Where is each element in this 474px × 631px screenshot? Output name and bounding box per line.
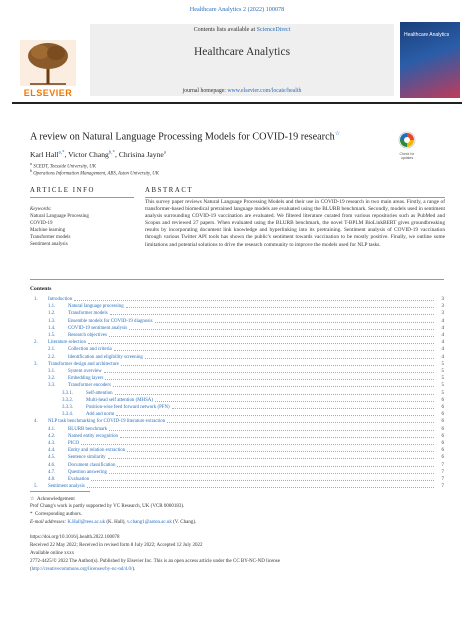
toc-entry[interactable] <box>30 397 444 404</box>
toc-page-number: 7 <box>441 469 444 475</box>
toc-number: 4.2. <box>48 433 56 439</box>
keyword: Machine learning <box>30 228 66 233</box>
journal-reference[interactable]: Healthcare Analytics 2 (2022) 100078 <box>189 6 285 13</box>
keyword: COVID-19 <box>30 221 53 226</box>
acknowledgement-footnote <box>30 496 75 502</box>
affiliation-text: Operations Information Management, ABS, Aston University, UK <box>33 171 159 177</box>
footnote-mark: ☆ <box>30 497 35 502</box>
elsevier-tree-icon <box>20 40 76 86</box>
affiliation-mark: b <box>30 168 32 173</box>
toc-leader <box>91 480 434 481</box>
toc-number: 1.4. <box>48 325 56 331</box>
sciencedirect-link[interactable]: ScienceDirect <box>256 27 291 33</box>
toc-title[interactable]: BLURB benchmark <box>68 426 108 432</box>
keyword: Transformer models <box>30 235 71 240</box>
journal-masthead <box>12 20 462 104</box>
toc-title[interactable]: COVID-19 sentiment analysis <box>68 325 128 331</box>
toc-entry[interactable] <box>30 310 444 317</box>
toc-title[interactable]: Natural language processing <box>68 304 124 310</box>
toc-number: 4.5. <box>48 455 56 461</box>
toc-title[interactable]: Sentiment analysis <box>48 484 85 490</box>
footnote-mark: * <box>30 512 33 517</box>
toc-number: 2. <box>34 340 38 346</box>
toc-page-number: 5 <box>441 383 444 389</box>
toc-entry[interactable] <box>30 483 444 490</box>
author-name[interactable]: Victor Chang <box>68 150 109 159</box>
toc-entry[interactable] <box>30 476 444 483</box>
journal-info-box <box>90 24 394 96</box>
toc-page-number: 5 <box>441 390 444 396</box>
journal-homepage <box>90 88 394 94</box>
abstract-text: This survey paper reviews Natural Language Processing Models and their use in COVID-19 research in two main areas. Firstly, a range of transformer-based biomedical pretrained language models are evaluated using the BLURB benchmark. Secondly, models used in sentiment analysis surrounding COVID-19 vaccination are evaluated. We filtered literature curated from various repositories such as PubMed and Scopus and reviewed 27 papers. When evaluated using the BLURB benchmark, the novel T-BPLM BioLinkBERT gives groundbreaking results by incorporating document link knowledge and hyperlinking into its pretraining. Sentiment analysis of COVID-19 vaccination through various Twitter API tools has shown the public's sentiment towards vaccination to be mostly positive. Finally, we outline some limitations and potential solutions to drive the research community to improve the models used for NLP tasks. <box>145 199 445 248</box>
keywords-label: Keywords: <box>30 207 52 212</box>
toc-title[interactable]: PICO <box>68 441 80 446</box>
title-footnote-mark[interactable]: ☆ <box>334 131 341 137</box>
journal-cover-thumbnail[interactable] <box>400 22 460 98</box>
toc-leader <box>113 386 434 387</box>
article-info-heading: ARTICLE INFO <box>30 187 96 194</box>
toc-title[interactable]: Position-wise feed forward network (PFN) <box>86 405 170 410</box>
toc-entry[interactable] <box>30 447 444 454</box>
toc-number: 3.3.2. <box>62 397 74 403</box>
toc-entry[interactable] <box>30 354 444 361</box>
keyword: Natural Language Processing <box>30 214 89 219</box>
corresponding-footnote <box>30 512 82 517</box>
email-link[interactable]: v.chang1@aston.ac.uk <box>126 520 172 525</box>
toc-entry[interactable] <box>30 462 444 469</box>
toc-title[interactable]: Question answering <box>68 469 107 475</box>
toc-title[interactable]: Multi-head self attention (MHSA) <box>86 397 153 403</box>
toc-title[interactable]: Embedding layers <box>68 376 104 382</box>
affiliation-mark: a <box>30 161 32 166</box>
toc-number: 3.3.3. <box>62 405 74 410</box>
toc-entry[interactable] <box>30 418 444 425</box>
toc-title[interactable]: System overview <box>68 369 102 374</box>
email-owner: (V. Chang). <box>173 520 197 525</box>
toc-entry[interactable] <box>30 346 444 353</box>
toc-number: 3. <box>34 361 38 367</box>
toc-title[interactable]: Literature selection <box>48 340 86 346</box>
toc-number: 2.1. <box>48 347 56 353</box>
toc-number: 3.1. <box>48 369 56 374</box>
toc-page-number: 5 <box>441 376 444 382</box>
toc-number: 3.2. <box>48 376 56 382</box>
toc-number: 4. <box>34 419 38 425</box>
toc-leader <box>74 300 434 301</box>
toc-leader <box>155 401 434 402</box>
toc-number: 4.4. <box>48 448 56 454</box>
toc-leader <box>117 466 434 467</box>
toc-page-number: 6 <box>441 441 444 446</box>
toc-leader <box>109 473 434 474</box>
toc-number: 1. <box>34 297 38 302</box>
toc-number: 1.2. <box>48 311 56 317</box>
toc-title[interactable]: Entity and relation extraction <box>68 448 126 454</box>
footnote-divider <box>30 491 90 492</box>
toc-number: 2.2. <box>48 354 56 360</box>
author-list: Karl Hall$^{a,*}$, Victor Chang$^{b,*}$, Chrisina Jayne$^a$ <box>30 150 166 159</box>
toc-number: 4.3. <box>48 441 56 446</box>
publisher-logo[interactable] <box>12 20 84 98</box>
license-line: (http://creativecommons.org/licenses/by-nc-nd/4.0/). <box>30 567 136 572</box>
toc-entry[interactable] <box>30 303 444 310</box>
toc-page-number: 3 <box>441 311 444 317</box>
contents-available <box>90 27 394 33</box>
contents-prefix: Contents lists available at <box>193 27 257 33</box>
toc-entry[interactable] <box>30 339 444 346</box>
toc-page-number: 5 <box>441 361 444 367</box>
toc-entry[interactable] <box>30 454 444 461</box>
toc-leader <box>129 329 434 330</box>
toc-leader <box>126 307 434 308</box>
divider <box>30 279 444 280</box>
author-name[interactable]: Karl Hall <box>30 150 59 159</box>
toc-number: 4.1. <box>48 426 56 432</box>
toc-leader <box>109 430 434 431</box>
toc-entry[interactable] <box>30 433 444 440</box>
toc-entry[interactable] <box>30 332 444 339</box>
email-footnote <box>30 520 196 525</box>
toc-leader <box>127 451 434 452</box>
toc-entry[interactable] <box>30 325 444 332</box>
toc-page-number: 5 <box>441 369 444 374</box>
author-name[interactable]: Chrisina Jayne <box>118 150 164 159</box>
toc-page-number: 4 <box>441 325 444 331</box>
toc-entry[interactable] <box>30 375 444 382</box>
check-for-updates-icon[interactable] <box>398 131 416 151</box>
toc-title[interactable]: Named entity recognition <box>68 433 118 439</box>
article-title <box>30 130 340 142</box>
homepage-prefix: journal homepage: <box>182 88 228 94</box>
toc-title[interactable]: Ensemble models for COVID-19 diagnosis <box>68 318 153 324</box>
toc-page-number: 4 <box>441 347 444 353</box>
license-link[interactable]: http://creativecommons.org/licenses/by-nc-nd/4.0/ <box>31 567 133 572</box>
toc-leader <box>87 487 434 488</box>
toc-leader <box>110 314 434 315</box>
toc-entry[interactable] <box>30 361 444 368</box>
toc-number: 1.3. <box>48 318 56 324</box>
toc-page-number: 4 <box>441 318 444 324</box>
toc-page-number: 7 <box>441 484 444 490</box>
footnote-label: Corresponding authors. <box>35 512 82 517</box>
license-close: ). <box>132 567 136 572</box>
toc-leader <box>88 343 434 344</box>
toc-title[interactable]: Transformer encoders <box>68 383 111 389</box>
toc-entry[interactable] <box>30 382 444 389</box>
toc-number: 1.1. <box>48 304 56 310</box>
toc-page-number: 4 <box>441 354 444 360</box>
toc-leader <box>105 379 434 380</box>
toc-number: 3.3. <box>48 383 56 389</box>
toc-leader <box>145 358 434 359</box>
toc-leader <box>120 437 434 438</box>
toc-title[interactable]: Transformer models <box>68 311 108 317</box>
toc-entry[interactable] <box>30 404 444 411</box>
toc-page-number: 6 <box>441 412 444 418</box>
divider <box>145 197 445 198</box>
toc-title[interactable]: NLP task benchmarking for COVID-19 literature extraction <box>48 419 166 425</box>
toc-page-number: 6 <box>441 405 444 410</box>
abstract-heading: ABSTRACT <box>145 187 194 194</box>
received-dates: Received 22 May 2022; Received in revised form 8 July 2022; Accepted 12 July 2022 <box>30 543 203 548</box>
toc-entry[interactable] <box>30 390 444 397</box>
toc-page-number: 4 <box>441 333 444 338</box>
toc-entry[interactable] <box>30 426 444 433</box>
author-mark[interactable]: b,* <box>108 150 116 156</box>
toc-number: 3.3.4. <box>62 412 74 418</box>
toc-number: 1.5. <box>48 333 56 338</box>
affiliation-text: SCEDT, Teesside University, UK <box>33 164 96 170</box>
author-mark[interactable]: a <box>163 150 166 156</box>
contents-heading: Contents <box>30 286 52 292</box>
publisher-name: ELSEVIER <box>23 88 73 98</box>
toc-page-number: 3 <box>441 297 444 302</box>
toc-entry[interactable] <box>30 469 444 476</box>
check-for-updates-label[interactable]: Check for updates <box>399 152 415 160</box>
toc-page-number: 6 <box>441 397 444 403</box>
toc-leader <box>108 458 434 459</box>
toc-leader <box>121 365 434 366</box>
keyword: Sentiment analysis <box>30 242 68 247</box>
toc-leader <box>109 336 434 337</box>
toc-entry[interactable] <box>30 368 444 375</box>
toc-title[interactable]: Transformer design and architecture <box>48 361 119 367</box>
footnote-label: Acknowledgement <box>36 497 75 502</box>
toc-leader <box>115 394 434 395</box>
toc-title[interactable]: Evaluation <box>68 477 90 482</box>
acknowledgement-text: Prof Chang's work is partly supported by VC Research, UK (VCR 0000183). <box>30 504 185 509</box>
toc-leader <box>155 322 434 323</box>
toc-entry[interactable] <box>30 440 444 447</box>
toc-number: 3.3.1. <box>62 390 74 396</box>
toc-title[interactable]: Add and norm <box>86 412 115 418</box>
journal-title: Healthcare Analytics <box>193 46 291 58</box>
toc-title[interactable]: Document classification <box>68 462 116 468</box>
email-owner: (K. Hall), <box>106 520 126 525</box>
toc-page-number: 6 <box>441 426 444 432</box>
cover-title: Healthcare Analytics <box>404 32 450 38</box>
toc-page-number: 7 <box>441 462 444 468</box>
toc-leader <box>116 415 434 416</box>
toc-title[interactable]: Identification and eligibility screening <box>68 354 143 360</box>
doi-link[interactable]: https://doi.org/10.1016/j.health.2022.100078 <box>30 535 120 540</box>
article-title-text: A review on Natural Language Processing Models for COVID-19 research <box>30 131 335 143</box>
copyright-notice: 2772-4425/© 2022 The Author(s). Published by Elsevier Inc. This is an open access article under the CC BY-NC-ND license <box>30 559 280 564</box>
toc-leader <box>172 408 434 409</box>
toc-entry[interactable] <box>30 296 444 303</box>
toc-leader <box>104 372 434 373</box>
toc-leader <box>114 350 434 351</box>
toc-title[interactable]: Collection and criteria <box>68 347 112 353</box>
homepage-link[interactable]: www.elsevier.com/locate/health <box>227 88 302 94</box>
toc-title[interactable]: Self-attention <box>86 390 113 396</box>
author-mark[interactable]: a,* <box>58 150 65 156</box>
toc-page-number: 6 <box>441 455 444 461</box>
toc-page-number: 4 <box>441 340 444 346</box>
toc-number: 4.7. <box>48 469 56 475</box>
toc-title[interactable]: Sentence similarity <box>68 455 106 461</box>
email-link[interactable]: K.Hall@tees.ac.uk <box>67 520 106 525</box>
available-online: Available online xxxx <box>30 551 75 556</box>
toc-entry[interactable] <box>30 318 444 325</box>
toc-title[interactable]: Research objectives <box>68 333 107 338</box>
toc-leader <box>167 422 434 423</box>
toc-number: 5. <box>34 484 38 490</box>
toc-page-number: 6 <box>441 419 444 425</box>
email-label: E-mail addresses: <box>30 520 67 525</box>
toc-page-number: 6 <box>441 448 444 454</box>
toc-page-number: 7 <box>441 477 444 482</box>
toc-leader <box>81 444 434 445</box>
toc-number: 4.6. <box>48 462 56 468</box>
toc-page-number: 3 <box>441 304 444 310</box>
toc-number: 4.8. <box>48 477 56 482</box>
affiliation <box>30 168 159 177</box>
toc-title[interactable]: Introduction <box>48 297 73 302</box>
divider <box>30 197 134 198</box>
toc-entry[interactable] <box>30 411 444 418</box>
toc-page-number: 6 <box>441 433 444 439</box>
